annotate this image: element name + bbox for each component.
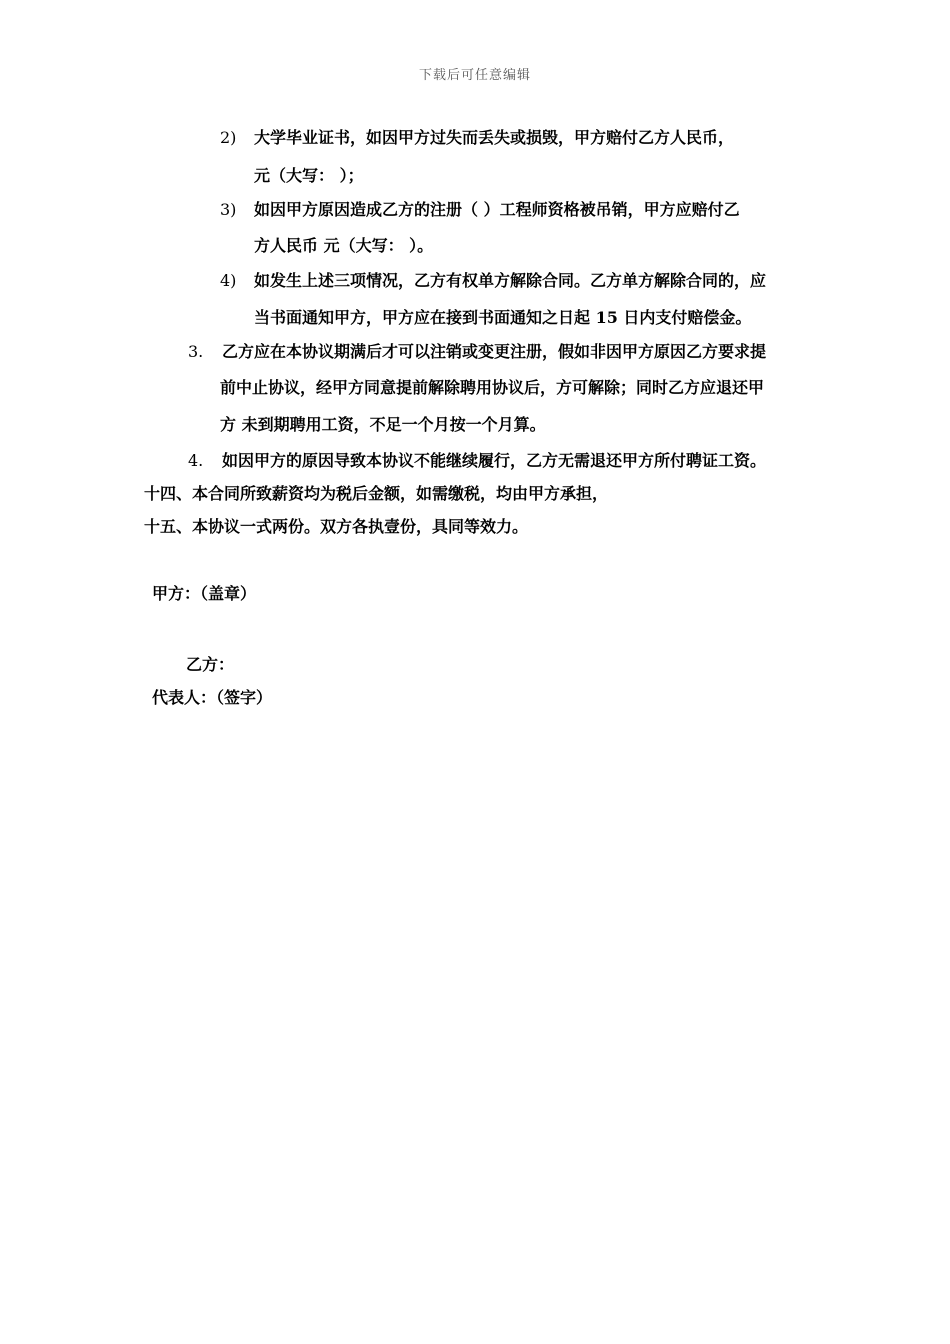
page-header: 下载后可任意编辑 (418, 68, 531, 83)
clause-line: 乙方应在本协议期满后才可以注销或变更注册，假如非因甲方原因乙方要求提 (222, 342, 767, 361)
item-line: 元（大写： ）； (254, 166, 364, 185)
item-line: 当书面通知甲方，甲方应在接到书面通知之日起 15 日内支付赔偿金。 (254, 308, 752, 327)
party-b-signature: 乙方： (186, 655, 235, 674)
clause-line: 如因甲方的原因导致本协议不能继续履行，乙方无需退还甲方所付聘证工资。 (222, 451, 767, 470)
item-number: 3) (220, 200, 237, 219)
article-14: 十四、本合同所致薪资均为税后金额，如需缴税，均由甲方承担， (144, 484, 609, 503)
representative-signature: 代表人：（签字） (152, 688, 273, 707)
item-line: 如因甲方原因造成乙方的注册（ ）工程师资格被吊销，甲方应赔付乙 (254, 200, 740, 219)
item-number: 2) (220, 128, 237, 147)
item-line: 如发生上述三项情况，乙方有权单方解除合同。乙方单方解除合同的，应 (254, 271, 767, 290)
item-line: 方人民币 元（大写： ）。 (254, 236, 434, 255)
clause-number: 3. (188, 342, 204, 361)
article-15: 十五、本协议一式两份。双方各执壹份，具同等效力。 (144, 517, 529, 536)
item-line: 大学毕业证书，如因甲方过失而丢失或损毁，甲方赔付乙方人民币， (254, 128, 735, 147)
clause-line: 方 未到期聘用工资，不足一个月按一个月算。 (220, 415, 546, 434)
clause-number: 4. (188, 451, 204, 470)
clause-line: 前中止协议，经甲方同意提前解除聘用协议后，方可解除；同时乙方应退还甲 (220, 378, 765, 397)
party-a-signature: 甲方：（盖章） (152, 584, 257, 603)
item-number: 4) (220, 271, 237, 290)
